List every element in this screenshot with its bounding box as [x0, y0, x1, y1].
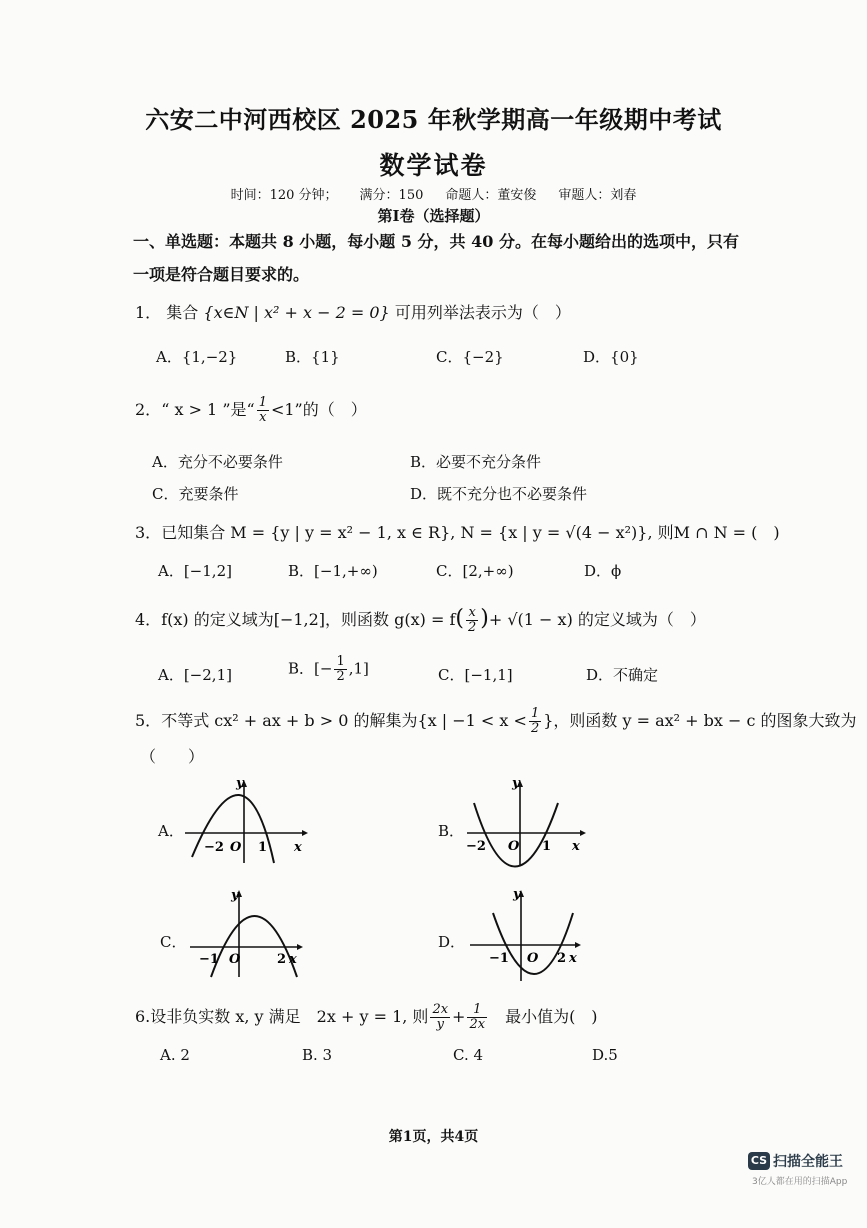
graph-b-y-label: y: [512, 776, 520, 791]
graph-c-tick-2: 2: [277, 952, 287, 967]
q5-graph-a: [180, 775, 310, 865]
exam-score: 满分：150: [359, 188, 424, 203]
exam-time: 时间：120 分钟；: [230, 188, 338, 203]
graph-d-tick-2: 2: [557, 951, 567, 966]
q4-frac-num: x: [466, 606, 478, 621]
q1-post: 可用列举法表示为（ ）: [394, 303, 571, 322]
q5-text-b: }，则函数 y = ax² + bx − c 的图象大致为: [543, 711, 857, 730]
exam-title: 六安二中河西校区 2025 年秋学期高一年级期中考试: [145, 105, 722, 134]
graph-b-tick-1: −2: [466, 839, 486, 854]
q2-option-d: D．既不充分也不必要条件: [410, 485, 588, 503]
q6-option-a: A. 2: [160, 1046, 190, 1064]
q4-option-c: C．[−1,1]: [438, 666, 513, 684]
q5-option-b: B．: [438, 822, 465, 840]
q3-option-b: B．[−1,+∞): [288, 562, 378, 580]
q2-fraction: [257, 396, 269, 425]
q4-text-a: f(x) 的定义域为[−1,2]，则函数 g(x) = f: [161, 610, 456, 629]
graph-c-tick-1: −1: [199, 952, 219, 967]
q6-f1-den: y: [436, 1017, 444, 1032]
q2-option-a: A．充分不必要条件: [152, 453, 283, 471]
scanner-tagline: 3亿人都在用的扫描App: [752, 1177, 848, 1187]
q2-text-b: <1”的（ ）: [270, 400, 367, 419]
q4-optb-den: 2: [336, 669, 345, 684]
q5-graph-b: [462, 775, 592, 870]
q2-frac-num: 1: [258, 395, 267, 410]
graph-b-tick-2: 1: [542, 839, 552, 854]
q6-fraction-2: [467, 1003, 487, 1032]
q5-frac-den: 2: [530, 721, 540, 736]
q6-f1-num: 2x: [432, 1002, 449, 1017]
q5-option-c: C．: [160, 933, 187, 951]
q6-option-c: C. 4: [453, 1046, 484, 1064]
exam-author: 命题人：董安俊: [445, 188, 537, 203]
q5-number: 5．: [135, 711, 162, 730]
q5-option-d: D．: [438, 933, 466, 951]
question-1: [135, 301, 571, 325]
q1-option-a: A．{1,−2}: [156, 348, 238, 366]
q5-graph-c: [185, 885, 310, 980]
q4-option-a: A．[−2,1]: [158, 666, 232, 684]
q4-frac-den: 2: [467, 620, 477, 635]
q4-number: 4．: [135, 610, 162, 629]
graph-b-x-label: x: [572, 839, 580, 854]
q6-plus: +: [452, 1007, 466, 1026]
graph-a-tick-1: −2: [204, 840, 224, 855]
graph-a-y-label: y: [236, 776, 244, 791]
graph-a-tick-2: 1: [258, 840, 268, 855]
graph-c-y-label: y: [231, 888, 239, 903]
q1-pre: 集合: [166, 303, 199, 322]
cs-logo-icon: CS: [748, 1152, 770, 1170]
question-5: [135, 707, 857, 736]
q4-option-b-post: ,1]: [348, 659, 369, 678]
q5-graph-d: [465, 885, 590, 985]
q5-frac-num: 1: [530, 706, 540, 721]
q6-option-b: B. 3: [302, 1046, 333, 1064]
graph-d-tick-1: −1: [489, 951, 509, 966]
page-number: 第1页，共4页: [388, 1129, 479, 1145]
q4-fraction: [466, 606, 478, 635]
q5-bracket: （ ）: [140, 747, 205, 766]
exam-reviewer: 审题人：刘春: [558, 188, 637, 203]
scanner-watermark: [748, 1150, 843, 1171]
q6-text-b: 最小值为( ): [489, 1007, 598, 1026]
q4-option-b-pre: [−: [314, 659, 333, 678]
q2-number: 2．: [135, 400, 162, 419]
q6-option-d: D.5: [592, 1046, 618, 1064]
q1-number: 1．: [135, 303, 162, 322]
q6-f2-den: 2x: [469, 1017, 486, 1032]
q5-option-a: A．: [158, 822, 184, 840]
q6-fraction-1: [430, 1003, 450, 1032]
q2-frac-den: x: [259, 410, 267, 425]
q4-text-b: + √(1 − x) 的定义域为（ ）: [488, 610, 706, 629]
graph-c-x-label: x: [289, 952, 297, 967]
q1-option-b: B．{1}: [285, 348, 340, 366]
q3-number: 3．: [135, 523, 162, 542]
exam-subtitle: 数学试卷: [379, 151, 488, 180]
q6-f2-num: 1: [467, 1003, 487, 1018]
question-6: [135, 1003, 598, 1032]
q3-text: 已知集合 M = {y | y = x² − 1, x ∈ R}, N = {x | y = √(4 − x²)}, 则M ∩ N = ( ): [161, 523, 780, 542]
section-heading-line2: 一项是符合题目要求的。: [133, 265, 310, 284]
graph-b-origin: O: [508, 839, 520, 854]
q4-option-d: D．不确定: [586, 666, 659, 684]
q4-option-b: [288, 655, 369, 684]
q1-math: {x∈N | x² + x − 2 = 0}: [203, 303, 390, 322]
graph-d-y-label: y: [513, 887, 521, 902]
graph-d-x-label: x: [569, 951, 577, 966]
graph-a-origin: O: [230, 840, 242, 855]
q3-option-c: C．[2,+∞): [436, 562, 514, 580]
volume-title: 第Ⅰ卷（选择题）: [377, 207, 490, 225]
q4-option-b-label: B．: [288, 659, 315, 678]
section-heading-line1: 一、单选题：本题共 8 小题，每小题 5 分，共 40 分。在每小题给出的选项中，只有: [133, 232, 739, 251]
graph-c-origin: O: [229, 952, 241, 967]
q4-option-b-frac: [334, 655, 346, 684]
q4-optb-num: 1: [336, 654, 345, 669]
scanner-app-name: 扫描全能王: [773, 1153, 843, 1170]
question-4: 4．f(x) 的定义域为[−1,2]，则函数 g(x) = f( $\frac{x}{2}$ )+ √(1 − x) 的定义域为（ ）: [135, 605, 706, 635]
graph-b-curve: [474, 803, 558, 867]
graph-a-x-label: x: [294, 840, 302, 855]
q6-text-a: 设非负实数 x, y 满足 2x + y = 1, 则: [150, 1007, 429, 1026]
q3-option-d: D．ϕ: [584, 562, 622, 580]
q6-number: 6.: [135, 1007, 151, 1026]
q2-text-a: “ x > 1 ”是“: [161, 400, 255, 419]
q2-option-b: B．必要不充分条件: [410, 453, 542, 471]
exam-info: [0, 184, 867, 203]
q1-option-c: C．{−2}: [436, 348, 504, 366]
q1-option-d: D．{0}: [583, 348, 639, 366]
q3-option-a: A．[−1,2]: [158, 562, 232, 580]
question-2: [135, 396, 367, 425]
graph-d-origin: O: [527, 951, 539, 966]
q2-option-c: C．充要条件: [152, 485, 239, 503]
question-3: [135, 521, 780, 545]
q5-text-a: 不等式 cx² + ax + b > 0 的解集为{x | −1 < x <: [161, 711, 527, 730]
q5-fraction: [529, 707, 541, 736]
